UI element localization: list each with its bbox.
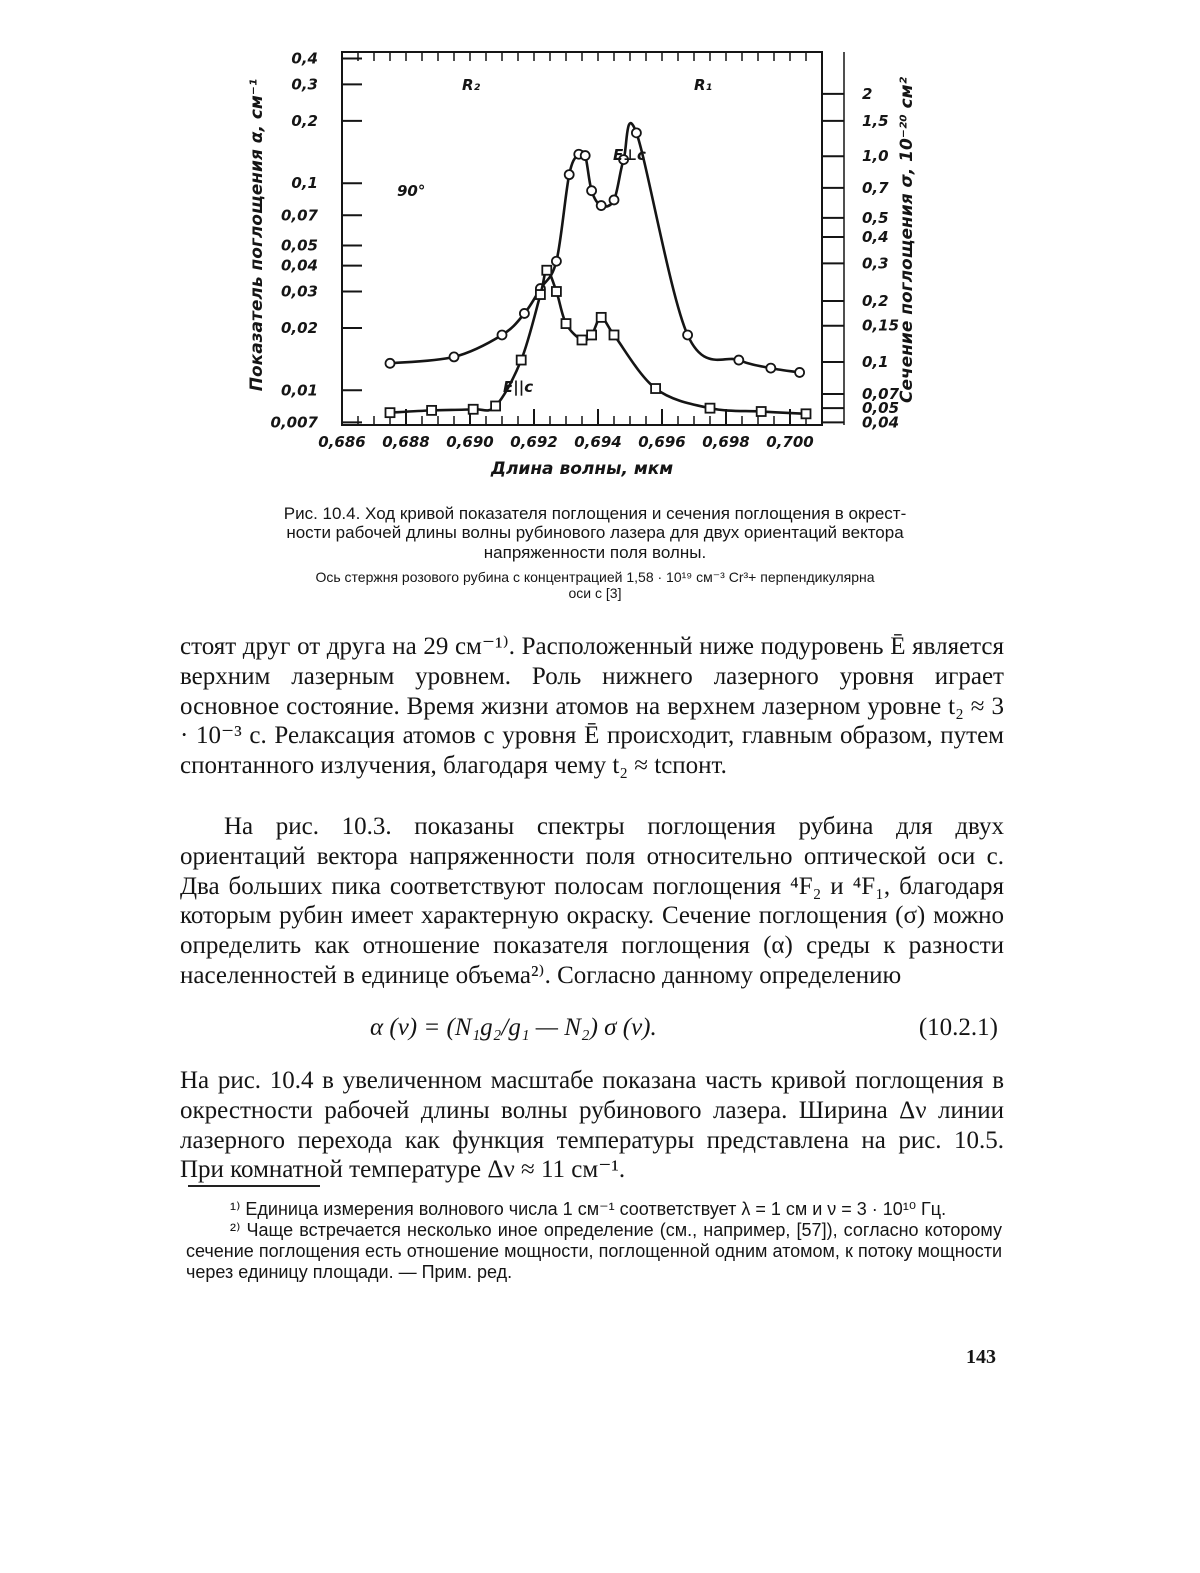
y-right-tick-label: 0,05	[862, 399, 900, 418]
data-point-square	[802, 409, 811, 418]
annotation-e-par-c: E||c	[503, 378, 534, 396]
footnote-1: ¹⁾ Единица измерения волнового числа 1 см⁻¹ соответствует λ = 1 см и ν = 3 · 10¹⁰ Гц.	[230, 1199, 947, 1219]
x-tick-label: 0,692	[510, 433, 558, 451]
data-point-square	[517, 356, 526, 365]
data-point-circle	[734, 356, 743, 365]
x-tick-label: 0,690	[446, 433, 494, 451]
body-paragraph-3-block	[180, 1066, 1004, 1185]
y-right-tick-label: 0,1	[862, 352, 889, 371]
data-point-circle	[610, 195, 619, 204]
caption-line-1: Рис. 10.4. Ход кривой показателя поглощения и сечения поглощения в окрест-	[283, 504, 907, 523]
data-point-square	[562, 319, 571, 328]
body-paragraph-1-block	[180, 632, 1004, 781]
y-right-tick-label: 0,5	[862, 208, 889, 227]
y-right-tick-label: 0,3	[862, 254, 889, 273]
x-axis-title: Длина волны, мкм	[490, 459, 674, 479]
data-point-circle	[587, 186, 596, 195]
x-tick-label: 0,688	[382, 433, 430, 451]
y-right-tick-label: 0,07	[862, 384, 900, 403]
footnote-divider	[188, 1185, 320, 1187]
y-right-tick-label: 1,0	[862, 147, 889, 166]
y-left-tick-label: 0,03	[280, 282, 318, 301]
y-right-tick-label: 0,04	[862, 413, 900, 432]
data-point-circle	[450, 352, 459, 361]
y-right-tick-label: 0,4	[862, 227, 889, 246]
data-point-square	[651, 384, 660, 393]
data-point-circle	[632, 128, 641, 137]
body-paragraph-3: На рис. 10.4 в увеличенном масштабе показана часть кривой поглощения в окрестности рабочей длины волны рубинового лазера. Ширина Δν линии лазерного перехода как функция температуры представлена на рис. 10.5. При комнатной температуре Δν ≈ 11 см⁻¹.	[180, 1067, 1004, 1184]
x-tick-label: 0,686	[318, 433, 366, 451]
x-tick-label: 0,698	[702, 433, 750, 451]
data-point-square	[706, 404, 715, 413]
data-point-square	[386, 408, 395, 417]
data-point-circle	[565, 170, 574, 179]
y-left-tick-label: 0,01	[280, 381, 318, 400]
figure-caption	[182, 504, 1008, 562]
data-point-square	[578, 335, 587, 344]
x-tick-label: 0,694	[574, 433, 622, 451]
annotation-r2: R₂	[462, 76, 481, 94]
data-point-circle	[683, 330, 692, 339]
plot-frame	[342, 52, 822, 425]
y-left-tick-label: 0,2	[291, 111, 318, 130]
body-paragraph-2-block	[180, 812, 1004, 991]
data-point-square	[597, 313, 606, 322]
data-point-circle	[581, 151, 590, 160]
subcaption-line-2: оси c [3]	[568, 584, 622, 601]
annotation-r1: R₁	[694, 76, 713, 94]
body-paragraph-1: стоят друг от друга на 29 см⁻¹⁾. Расположенный ниже подуровень Ē является верхним лазерным уровнем. Роль нижнего лазерного уровня играет основное состояние. Время жизни атомов на верхнем лазерном уровне t₂ ≈ 3 · 10⁻³ с. Релаксация атомов с уровня Ē происходит, главным образом, путем спонтанного излучения, благодаря чему t₂ ≈ tспонт.	[180, 633, 1004, 779]
y-left-tick-label: 0,1	[291, 174, 318, 193]
absorption-chart	[0, 0, 1200, 500]
data-point-square	[427, 406, 436, 415]
data-point-square	[757, 407, 766, 416]
data-point-square	[536, 290, 545, 299]
y-left-tick-label: 0,04	[280, 256, 318, 275]
annotation-e-perp-c: E⊥c	[613, 146, 646, 164]
figure-subcaption	[182, 570, 1008, 602]
y-right-tick-label: 1,5	[862, 111, 889, 130]
data-point-square	[610, 330, 619, 339]
y-left-axis-title: Показатель поглощения α, см⁻¹	[247, 78, 267, 392]
data-point-circle	[766, 364, 775, 373]
data-point-square	[542, 266, 551, 275]
data-point-square	[587, 330, 596, 339]
page-number: 143	[966, 1346, 996, 1368]
data-point-square	[552, 287, 561, 296]
formula-number: (10.2.1)	[918, 1014, 998, 1041]
y-left-tick-label: 0,3	[291, 75, 318, 94]
data-point-circle	[498, 330, 507, 339]
data-point-circle	[552, 257, 561, 266]
data-point-circle	[386, 359, 395, 368]
y-right-tick-label: 0,7	[862, 178, 889, 197]
body-paragraph-2: На рис. 10.3. показаны спектры поглощения рубина для двух ориентаций вектора напряженности поля относительно оптической оси c. Два больших пика соответствуют полосам поглощения ⁴F₂ и ⁴F₁, благодаря которым рубин имеет характерную окраску. Сечение поглощения (σ) можно определить как отношение показателя поглощения (α) среды к разности населенностей в единице объема²⁾. Согласно данному определению	[180, 813, 1004, 989]
y-left-tick-label: 0,02	[280, 318, 318, 337]
caption-line-3: напряженности поля волны.	[483, 542, 707, 562]
x-tick-label: 0,696	[638, 433, 686, 451]
footnote-2: ²⁾ Чаще встречается несколько иное определение (см., например, [57]), согласно которому сечение поглощения есть отношение мощности, поглощенной одним атомом, к потоку мощности через единицу площади. — Прим. ред.	[186, 1220, 1002, 1283]
data-point-square	[491, 401, 500, 410]
y-left-tick-label: 0,07	[280, 206, 318, 225]
y-right-tick-label: 2	[862, 84, 873, 103]
x-tick-label: 0,700	[766, 433, 814, 451]
data-point-square	[469, 405, 478, 414]
y-left-tick-label: 0,4	[291, 49, 318, 68]
formula: α (ν) = (N₁g₂/g₁ — N₂) σ (ν).	[370, 1014, 657, 1041]
data-point-circle	[597, 201, 606, 210]
y-right-tick-label: 0,15	[862, 316, 900, 335]
data-point-circle	[520, 309, 529, 318]
data-point-circle	[795, 368, 804, 377]
caption-line-2: ности рабочей длины волны рубинового лазера для двух ориентаций вектора	[286, 523, 904, 543]
y-right-tick-label: 0,2	[862, 291, 889, 310]
subcaption-line-1: Ось стержня розового рубина с концентрацией 1,58 · 10¹⁹ см⁻³ Cr³+ перпендикулярна	[315, 569, 875, 585]
annotation-90-degrees: 90°	[397, 182, 426, 200]
y-right-axis-title: Сечение поглощения σ, 10⁻²⁰ см²	[897, 76, 917, 404]
footnotes	[186, 1199, 1002, 1283]
series-line-1	[390, 270, 806, 414]
y-left-tick-label: 0,05	[280, 236, 318, 255]
y-left-tick-label: 0,007	[270, 413, 318, 432]
